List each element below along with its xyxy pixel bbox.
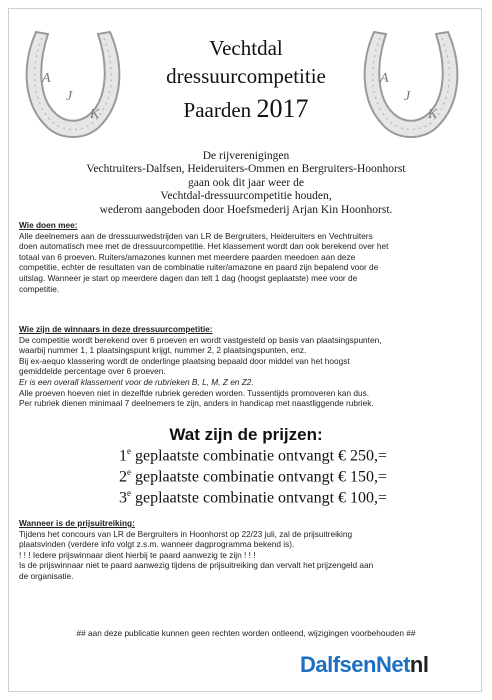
monogram-j: J xyxy=(66,89,73,104)
title-line-1: Vechtdal xyxy=(209,36,283,60)
body-line: totaal van 6 proeven. Ruiters/amazones kunnen met meerdere paarden meedoen aan deze xyxy=(19,251,356,262)
section-participants xyxy=(19,220,474,294)
body-line: De competitie wordt berekend over 6 proeven en wordt vastgesteld op basis van plaatsingspunten, xyxy=(19,334,382,345)
prizes-heading: Wat zijn de prijzen: xyxy=(169,425,323,444)
prize-rank: 2 xyxy=(119,468,127,486)
prize-text: geplaatste combinatie ontvangt € 150,= xyxy=(131,468,388,486)
intro-block xyxy=(0,150,492,217)
body-line: plaatsvinden (verdere info volgt z.s.m. wanneer dagprogramma bekend is). xyxy=(19,539,295,550)
monogram-k: K xyxy=(90,107,100,122)
title-word: Paarden xyxy=(183,98,252,122)
prize-line xyxy=(119,467,387,486)
body-line: Alle proeven hoeven niet in dezelfde rubriek gereden worden. Tussentijds promoveren kan dus. xyxy=(19,387,370,398)
prize-rank-suffix: e xyxy=(127,446,131,456)
body-line: ! ! ! Iedere prijswinnaar dient hierbij te paard aanwezig te zijn ! ! ! xyxy=(19,549,256,560)
body-line-italic: Er is een overall klassement voor de rubrieken B, L, M, Z en Z2. xyxy=(19,376,254,387)
body-line: competitie, echter de resultaten van de combinatie ruiter/amazone en paard zijn bepalend voor de xyxy=(19,262,379,273)
body-line: Tijdens het concours van LR de Bergruiters in Hoonhorst op 22/23 juli, zal de prijsuitreiking xyxy=(19,528,353,539)
body-line: waarbij nummer 1, 1 plaatsingspunt krijgt, nummer 2, 2 plaatsingspunten, enz. xyxy=(19,345,307,356)
intro-line: Vechtruiters-Dalfsen, Heideruiters-Ommen en Bergruiters-Hoonhorst xyxy=(86,163,406,176)
prize-rank: 3 xyxy=(119,489,127,507)
prize-rank: 1 xyxy=(119,447,127,465)
prize-line xyxy=(119,446,387,465)
section-heading: Wie doen mee: xyxy=(19,220,78,230)
prize-text: geplaatste combinatie ontvangt € 250,= xyxy=(131,447,388,465)
body-line: competitie. xyxy=(19,283,60,294)
title-year: 2017 xyxy=(256,94,309,123)
body-line: de organisatie. xyxy=(19,570,74,581)
disclaimer: ## aan deze publicatie kunnen geen rechten worden ontleend, wijzigingen voorbehouden ## xyxy=(76,628,416,638)
body-line: gemiddelde percentage over 6 proeven. xyxy=(19,366,166,377)
logo-part-1: DalfsenNet xyxy=(300,652,410,677)
body-line: Alle deelnemers aan de dressuurwedstrijden van LR de Bergruiters, Heideruiters en Vechtruiters xyxy=(19,230,373,241)
title-line-2: dressuurcompetitie xyxy=(166,64,326,88)
title-line-3 xyxy=(0,94,492,124)
monogram-k: K xyxy=(428,107,438,122)
intro-line: De rijverenigingen xyxy=(202,150,290,162)
section-heading: Wie zijn de winnaars in deze dressuurcompetitie: xyxy=(19,324,213,334)
prize-text: geplaatste combinatie ontvangt € 100,= xyxy=(131,489,388,507)
logo-part-2: nl xyxy=(409,652,429,677)
body-line: Per rubriek dienen minimaal 7 deelnemers te zijn, anders in handicap met naastliggende rubriek. xyxy=(19,398,374,409)
prize-rank-suffix: e xyxy=(127,488,131,498)
section-heading: Wanneer is de prijsuitreiking: xyxy=(19,518,135,528)
monogram-a: A xyxy=(42,71,51,86)
monogram-a: A xyxy=(380,71,389,86)
intro-line: wederom aangeboden door Hoefsmederij Arjan Kin Hoonhorst. xyxy=(99,203,393,216)
section-ceremony xyxy=(19,518,474,582)
body-line: Bij ex-aequo klassering wordt de onderlinge plaatsing bepaald door middel van het hoogst xyxy=(19,355,350,366)
intro-line: Vechtdal-dressuurcompetitie houden, xyxy=(160,190,332,203)
intro-line: gaan ook dit jaar weer de xyxy=(188,176,304,189)
monogram-j: J xyxy=(404,89,411,104)
body-line: doen automatisch mee met de dressuurcompetitie. Het klassement wordt dan ook berekend over het xyxy=(19,241,389,252)
body-line: Is de prijswinnaar niet te paard aanwezig tijdens de prijsuitreiking dan vervalt het prijzengeld aan xyxy=(19,560,374,571)
body-line: uitslag. Wanneer je start op meerdere dagen dan telt 1 dag (hoogst geplaatste) mee voor de xyxy=(19,272,358,283)
dalfsennet-logo xyxy=(300,652,428,678)
prize-line xyxy=(119,488,387,507)
prize-rank-suffix: e xyxy=(127,467,131,477)
section-winners xyxy=(19,324,474,409)
